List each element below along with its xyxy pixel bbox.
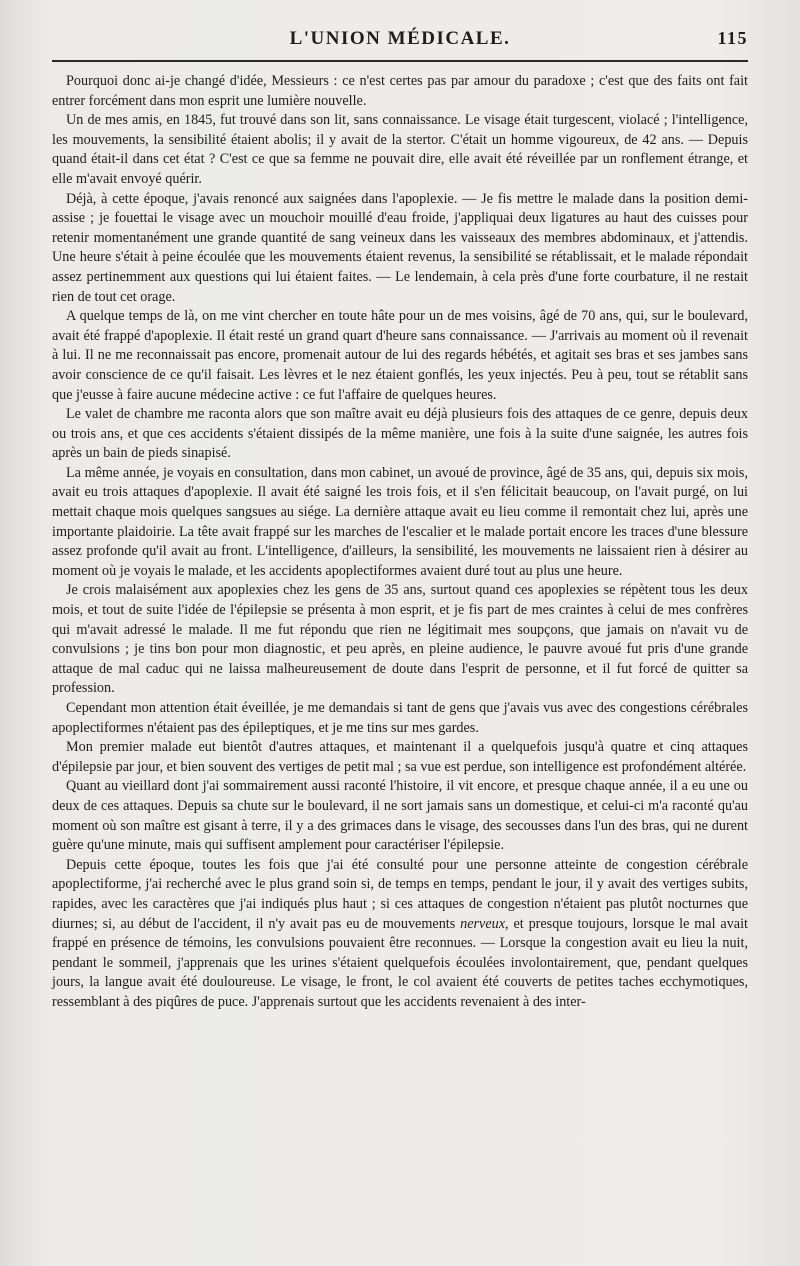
paragraph: Le valet de chambre me raconta alors que son maître avait eu déjà plusieurs fois des attaques de ce genre, depuis deux ou trois ans, et que ces accidents s'étaient dissipés de la même manière, une fois à la suite d'une saignée, les autres fois après un bain de pieds sinapisé. (52, 406, 748, 462)
paragraph: Pourquoi donc ai-je changé d'idée, Messieurs : ce n'est certes pas par amour du paradoxe ; c'est que des faits ont fait entrer forcément dans mon esprit une lumière nouvelle. (52, 73, 748, 109)
paragraph: Un de mes amis, en 1845, fut trouvé dans son lit, sans connaissance. Le visage était turgescent, violacé ; l'intelligence, les mouvements, la sensibilité étaient abolis; il y avait de la stertor. C'était un homme vigoureux, de 42 ans. — Depuis quand était-il dans cet état ? C'est ce que sa femme ne pouvait dire, elle avait été réveillée par un ronflement étrange, et elle m'avait envoyé quérir. (52, 112, 748, 187)
paragraph: La même année, je voyais en consultation, dans mon cabinet, un avoué de province, âgé de 35 ans, qui, depuis six mois, avait eu trois attaques d'apoplexie. Il avait été saigné les trois fois, et il s'en félicitait beaucoup, on l'avait purgé, on lui mettait chaque mois quelques sangsues au siége. La dernière attaque avait eu lieu comme il remontait chez lui, après une importante plaidoirie. La tête avait frappé sur les marches de l'escalier et le malade portait encore les traces d'une blessure assez profonde qu'il avait au front. L'intelligence, d'ailleurs, la sensibilité, les mouvements ne laissaient rien à désirer au moment où je voyais le malade, et les accidents apoplectiformes avaient duré tout au plus une heure. (52, 464, 748, 579)
paragraph: Je crois malaisément aux apoplexies chez les gens de 35 ans, surtout quand ces apoplexies se répètent tous les deux mois, et tout de suite l'idée de l'épilepsie se présenta à mon esprit, et je fis part de mes craintes à celui de mes confrères qui m'avait adressé le malade. Il me fut répondu que rien ne légitimait mes soupçons, que jamais on n'avait vu de convulsions ; je tins bon pour mon diagnostic, et peu après, en pleine audience, le pauvre avoué fut pris d'une grande attaque de mal caduc qui ne laissa malheureusement de doute dans l'esprit de personne, et il fut forcé de quitter sa profession. (52, 582, 748, 697)
paragraph: Quant au vieillard dont j'ai sommairement aussi raconté l'histoire, il vit encore, et presque chaque année, il a eu une ou deux de ces attaques. Depuis sa chute sur le boulevard, il ne sort jamais sans un domestique, et celui-ci m'a raconté qu'au moment où son maître est gisant à terre, il y a des grimaces dans le visage, des secousses dans l'un des bras, qui ne durent guère qu'une minute, mais qui suffisent amplement pour caractériser l'épilepsie. (52, 778, 748, 854)
paragraph: Depuis cette époque, toutes les fois que j'ai été consulté pour une personne atteinte de congestion cérébrale apoplectiforme, j'ai recherché avec le plus grand soin si, de temps en temps, pendant le jour, il y avait des vertiges subits, rapides, avec les caractères que j'ai indiqués plus haut ; si ces attaques de congestion n'étaient pas plutôt nocturnes que diurnes; si, au début de l'accident, il n'y avait pas eu de mouvements nerveux, et presque toujours, lorsque le mal avait frappé en présence de témoins, les convulsions pouvaient être reconnues. — Lorsque la congestion avait eu lieu la nuit, pendant le sommeil, j'apprenais que les urines s'étaient quelquefois écoulées involontairement, que, pendant quelques jours, la langue avait été douloureuse. Le visage, le front, le col avaient été couverts de petites taches ecchymotiques, ressemblant à des piqûres de puce. J'apprenais surtout que les accidents revenaient à des inter- (52, 856, 748, 1010)
header-rule (52, 60, 748, 62)
paragraph: Mon premier malade eut bientôt d'autres attaques, et maintenant il a quelquefois jusqu'à quatre et cinq attaques d'épilepsie par jour, et bien souvent des vertiges de petit mal ; sa vue est perdue, son intelligence est profondément altérée. (52, 739, 748, 775)
article-body (52, 72, 748, 1013)
page-header (52, 22, 748, 52)
page-number: 115 (717, 28, 748, 48)
journal-title: L'UNION MÉDICALE. (289, 28, 511, 49)
paragraph: A quelque temps de là, on me vint chercher en toute hâte pour un de mes voisins, âgé de 70 ans, qui, sur le boulevard, avait été frappé d'apoplexie. Il était resté un grand quart d'heure sans connaissance. — J'arrivais au moment où il revenait à lui. Il ne me reconnaissait pas encore, promenait autour de lui des regards hébétés, et agitait ses bras et ses jambes sans avoir conscience de ce qu'il faisait. Les lèvres et le nez étaient gonflés, les yeux injectés. Peu à peu, tout se rétablit sans que j'eusse à faire aucune médecine active : ce fut l'affaire de quelques heures. (52, 308, 748, 403)
paragraph: Déjà, à cette époque, j'avais renoncé aux saignées dans l'apoplexie. — Je fis mettre le malade dans la position demi-assise ; je fouettai le visage avec un mouchoir mouillé d'eau froide, j'appliquai deux ligatures au haut des cuisses pour retenir momentanément une grande quantité de sang veineux dans les vaisseaux des membres abdominaux, et j'attendis. Une heure s'était à peine écoulée que les mouvements étaient revenus, la sensibilité se rétablissait, et le malade répondait assez pertinemment aux questions qui lui étaient faites. — Le lendemain, à cela près d'une forte courbature, il ne restait rien de tout cet orage. (52, 190, 748, 305)
paragraph: Cependant mon attention était éveillée, je me demandais si tant de gens que j'avais vus avec des congestions cérébrales apoplectiformes n'étaient pas des épileptiques, et je me tins sur mes gardes. (52, 700, 748, 736)
